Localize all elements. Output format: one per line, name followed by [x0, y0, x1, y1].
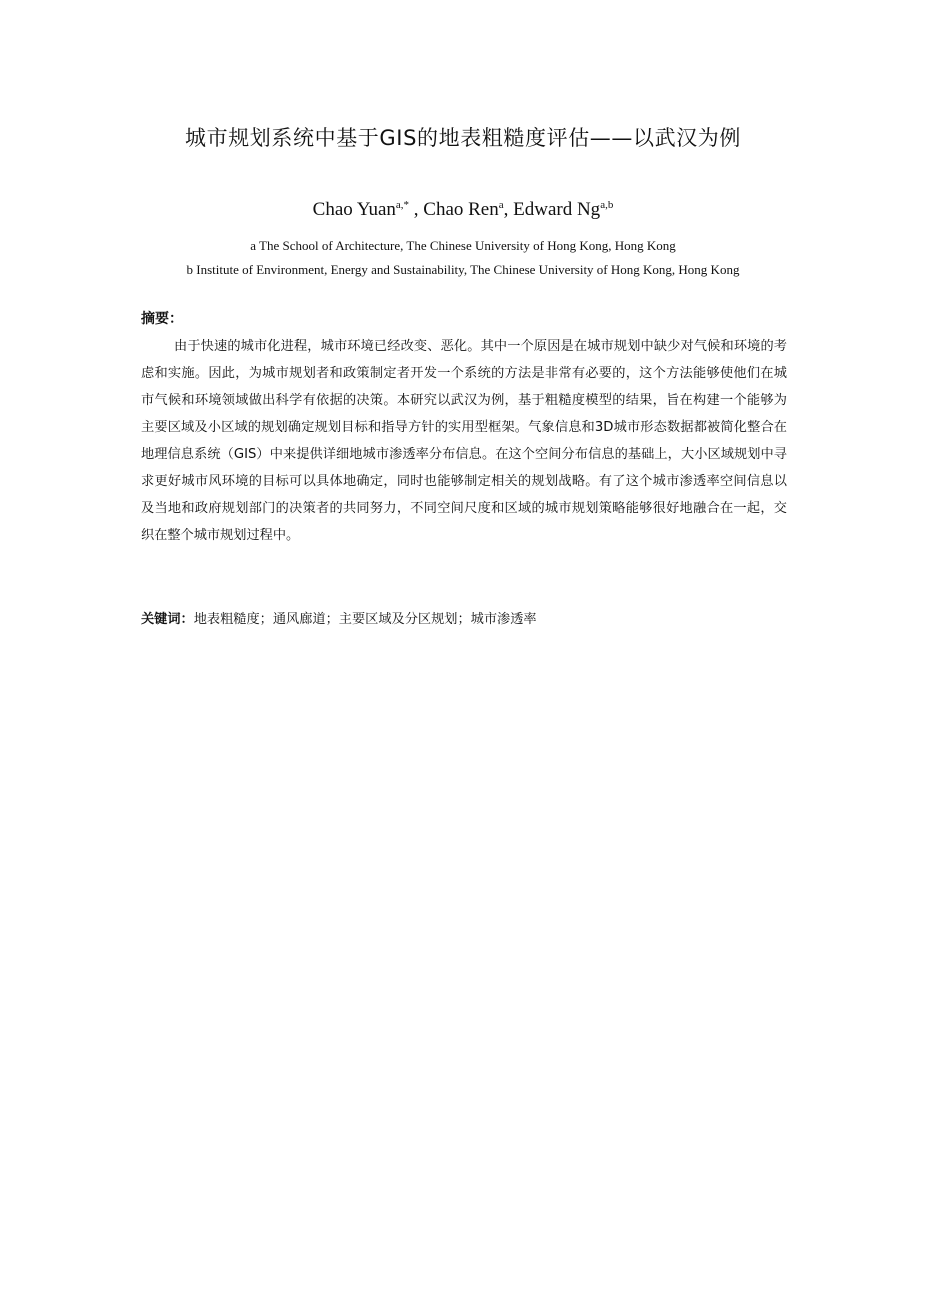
- author-list: [0, 196, 926, 224]
- keywords-text: 地表粗糙度；通风廊道；主要区域及分区规划；城市渗透率: [193, 612, 537, 627]
- author-name: Chao Ren: [423, 199, 499, 220]
- affiliation-b: b Institute of Environment, Energy and Sustainability, The Chinese University of Hong Kong, Hong Kong: [186, 262, 740, 277]
- author-name: Edward Ng: [513, 199, 601, 220]
- author-affiliation-mark: a: [498, 199, 504, 211]
- keywords-label: 关键词：: [141, 612, 194, 627]
- paper-title: 城市规划系统中基于GIS的地表粗糙度评估——以武汉为例: [185, 126, 741, 150]
- keywords: [141, 606, 787, 633]
- author-name: Chao Yuan: [312, 199, 396, 220]
- abstract-text: 由于快速的城市化进程，城市环境已经改变、恶化。其中一个原因是在城市规划中缺少对气候和环境的考虑和实施。因此，为城市规划者和政策制定者开发一个系统的方法是非常有必要的，这个方法能够使他们在城市气候和环境领域做出科学有依据的决策。本研究以武汉为例，基于粗糙度模型的结果，旨在构建一个能够为主要区域及小区域的规划确定规划目标和指导方针的实用型框架。气象信息和3D城市形态数据都被简化整合在地理信息系统（GIS）中来提供详细地城市渗透率分布信息。在这个空间分布信息的基础上，大小区域规划中寻求更好城市风环境的目标可以具体地确定，同时也能够制定相关的规划战略。有了这个城市渗透率空间信息以及当地和政府规划部门的决策者的共同努力，不同空间尺度和区域的城市规划策略能够很好地融合在一起，交织在整个城市规划过程中。: [141, 339, 787, 543]
- author-affiliation-mark: a,b: [600, 199, 614, 211]
- affiliation-a: a The School of Architecture, The Chinese University of Hong Kong, Hong Kong: [250, 238, 676, 253]
- author-separator: ,: [503, 199, 514, 220]
- author-affiliation-mark: a,*: [395, 199, 410, 211]
- author-separator: ,: [409, 199, 424, 220]
- abstract-heading: 摘要：: [141, 311, 183, 327]
